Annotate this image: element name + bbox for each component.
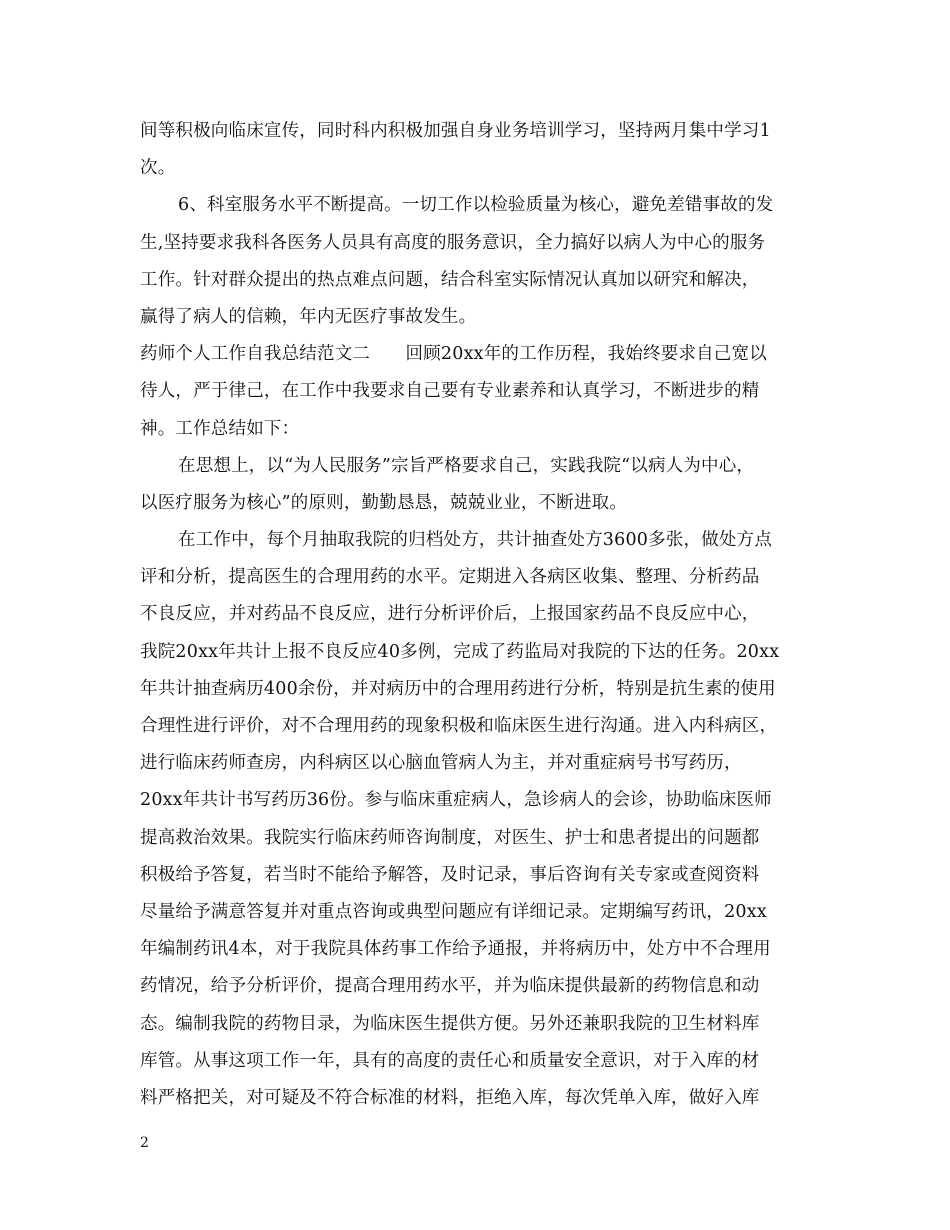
text-line: 药师个人工作自我总结范文二 回顾20xx年的工作历程，我始终要求自己宽以 — [140, 344, 767, 365]
body-text — [140, 113, 812, 1117]
text-line: 库管。从事这项工作一年，具有的高度的责任心和质量安全意识，对于入库的材 — [140, 1050, 760, 1071]
text-line: 次。 — [140, 158, 176, 179]
text-line: 积极给予答复，若当时不能给予解答，及时记录，事后咨询有关专家或查阅资料 — [140, 864, 760, 885]
text-line: 年编制药讯4本，对于我院具体药事工作给予通报，并将病历中，处方中不合理用 — [140, 939, 771, 960]
text-line: 待人，严于律己，在工作中我要求自己要有专业素养和认真学习，不断进步的精 — [140, 381, 760, 402]
text-line: 合理性进行评价，对不合理用药的现象积极和临床医生进行沟通。进入内科病区， — [140, 716, 778, 736]
text-line: 料严格把关，对可疑及不符合标准的材料，拒绝入库，每次凭单入库，做好入库 — [140, 1087, 760, 1108]
text-line: 间等积极向临床宣传，同时科内积极加强自身业务培训学习，坚持两月集中学习1 — [140, 121, 771, 141]
text-line: 尽量给予满意答复并对重点咨询或典型问题应有详细记录。定期编写药讯，20xx — [140, 901, 767, 922]
text-line: 药情况，给予分析评价，提高合理用药水平，并为临床提供最新的药物信息和动 — [140, 976, 760, 997]
page-number: 2 — [140, 1135, 149, 1151]
text-line: 态。编制我院的药物目录，为临床医生提供方便。另外还兼职我院的卫生材料库 — [140, 1013, 760, 1034]
text-line: 提高救治效果。我院实行临床药师咨询制度，对医生、护士和患者提出的问题都 — [140, 827, 760, 848]
text-line: 工作。针对群众提出的热点难点问题，结合科室实际情况认真加以研究和解决， — [140, 269, 760, 290]
text-line: 以医疗服务为核心”的原则，勤勤恳恳，兢兢业业，不断进取。 — [140, 492, 628, 513]
text-line: 6、科室服务水平不断提高。一切工作以检验质量为核心，避免差错事故的发 — [178, 195, 774, 216]
text-line: 生,坚持要求我科各医务人员具有高度的服务意识，全力搞好以病人为中心的服务 — [140, 232, 766, 253]
text-line: 年共计抽查病历400余份，并对病历中的合理用药进行分析，特别是抗生素的使用 — [140, 678, 776, 699]
text-line: 20xx年共计书写药历36份。参与临床重症病人，急诊病人的会诊，协助临床医师 — [140, 790, 772, 811]
text-line: 在工作中，每个月抽取我院的归档处方，共计抽查处方3600多张，做处方点 — [178, 530, 773, 551]
text-line: 评和分析，提高医生的合理用药的水平。定期进入各病区收集、整理、分析药品 — [140, 567, 760, 588]
text-line: 在思想上，以“为人民服务”宗旨严格要求自己，实践我院“以病人为中心， — [178, 455, 755, 476]
text-line: 神。工作总结如下： — [140, 418, 300, 439]
text-line: 赢得了病人的信赖，年内无医疗事故发生。 — [140, 306, 477, 327]
text-line: 不良反应，并对药品不良反应，进行分析评价后，上报国家药品不良反应中心， — [140, 604, 760, 625]
text-line: 我院20xx年共计上报不良反应40多例，完成了药监局对我院的下达的任务。20xx — [140, 641, 780, 662]
text-line: 进行临床药师查房，内科病区以心脑血管病人为主，并对重症病号书写药历， — [140, 753, 742, 774]
